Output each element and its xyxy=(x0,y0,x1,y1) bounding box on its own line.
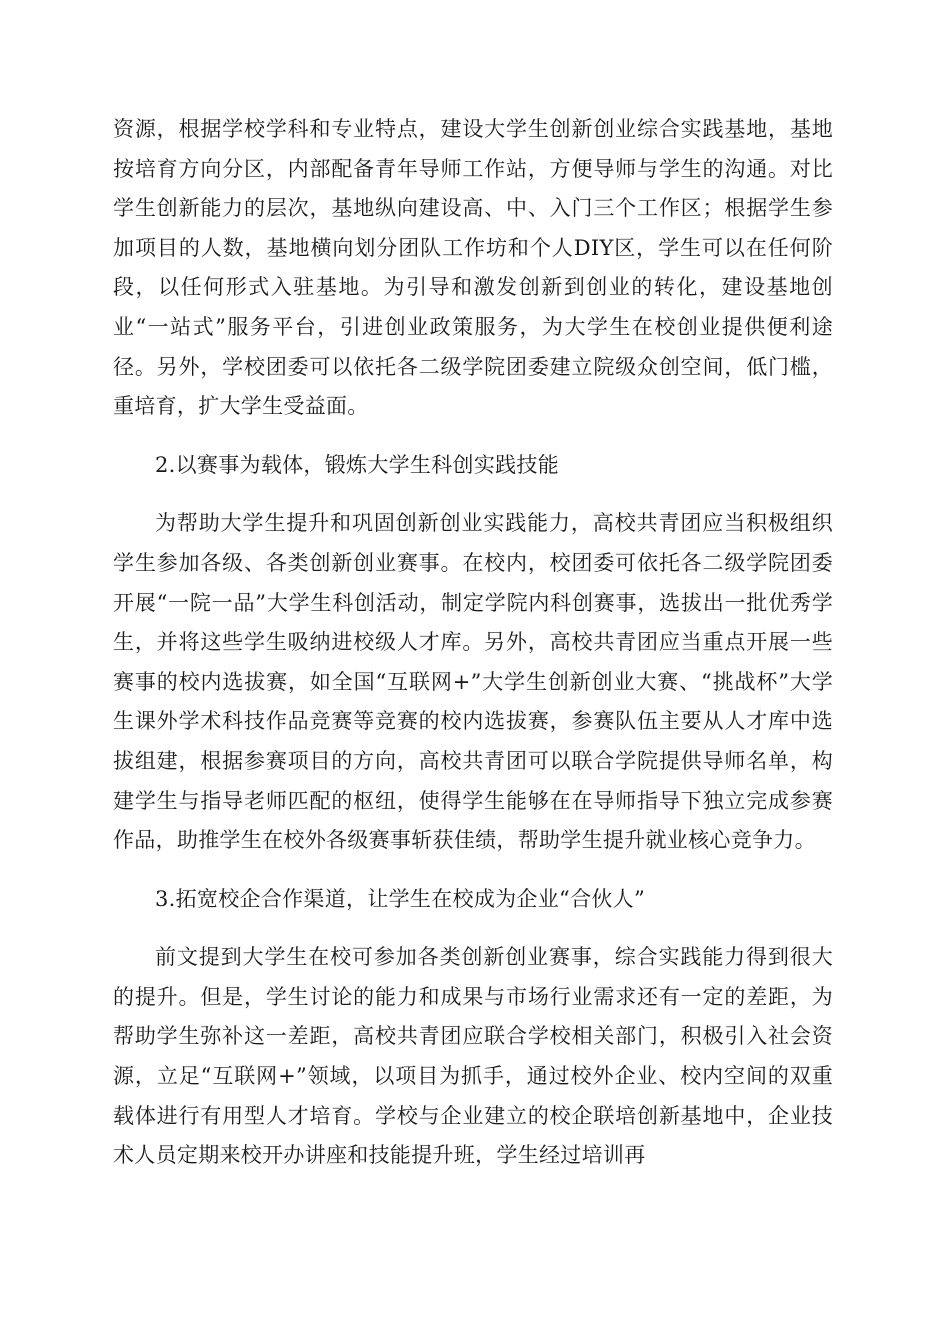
section-heading-2: 2.以赛事为载体，锻炼大学生科创实践技能 xyxy=(155,452,560,477)
paragraph-continuation: 资源，根据学校学科和专业特点，建设大学生创新创业综合实践基地，基地按培育方向分区，内部配备青年导师工作站，方便导师与学生的沟通。对比学生创新能力的层次，基地纵向建设高、中、入门三个工作区；根据学生参加项目的人数，基地横向划分团队工作坊和个人DIY区，学生可以在任何阶段，以任何形式入驻基地。为引导和激发创新到创业的转化，建设基地创业“一站式”服务平台，引进创业政策服务，为大学生在校创业提供便利途径。另外，学校团委可以依托各二级学院团委建立院级众创空间，低门槛，重培育，扩大学生受益面。 xyxy=(113,117,833,419)
section-heading-3: 3.拓宽校企合作渠道，让学生在校成为企业“合伙人” xyxy=(155,886,646,911)
paragraph-school-enterprise: 前文提到大学生在校可参加各类创新创业赛事，综合实践能力得到很大的提升。但是，学生讨论的能力和成果与市场行业需求还有一定的差距，为帮助学生弥补这一差距，高校共青团应联合学校相关部门，积极引入社会资源，立足“互联网+”领域，以项目为抓手，通过校外企业、校内空间的双重载体进行有用型人才培育。学校与企业建立的校企联培创新基地中，企业技术人员定期来校开办讲座和技能提升班，学生经过培训再 xyxy=(113,945,833,1168)
document-body xyxy=(113,110,833,1176)
paragraph-competitions: 为帮助大学生提升和巩固创新创业实践能力，高校共青团应当积极组织学生参加各级、各类创新创业赛事。在校内，校团委可依托各二级学院团委开展“一院一品”大学生科创活动，制定学院内科创赛事，选拔出一批优秀学生，并将这些学生吸纳进校级人才库。另外，高校共青团应当重点开展一些赛事的校内选拔赛，如全国“互联网+”大学生创新创业大赛、“挑战杯”大学生课外学术科技作品竞赛等竞赛的校内选拔赛，参赛队伍主要从人才库中选拔组建，根据参赛项目的方向，高校共青团可以联合学院提供导师名单，构建学生与指导老师匹配的枢纽，使得学生能够在在导师指导下独立完成参赛作品，助推学生在校外各级赛事斩获佳绩，帮助学生提升就业核心竞争力。 xyxy=(113,511,833,853)
